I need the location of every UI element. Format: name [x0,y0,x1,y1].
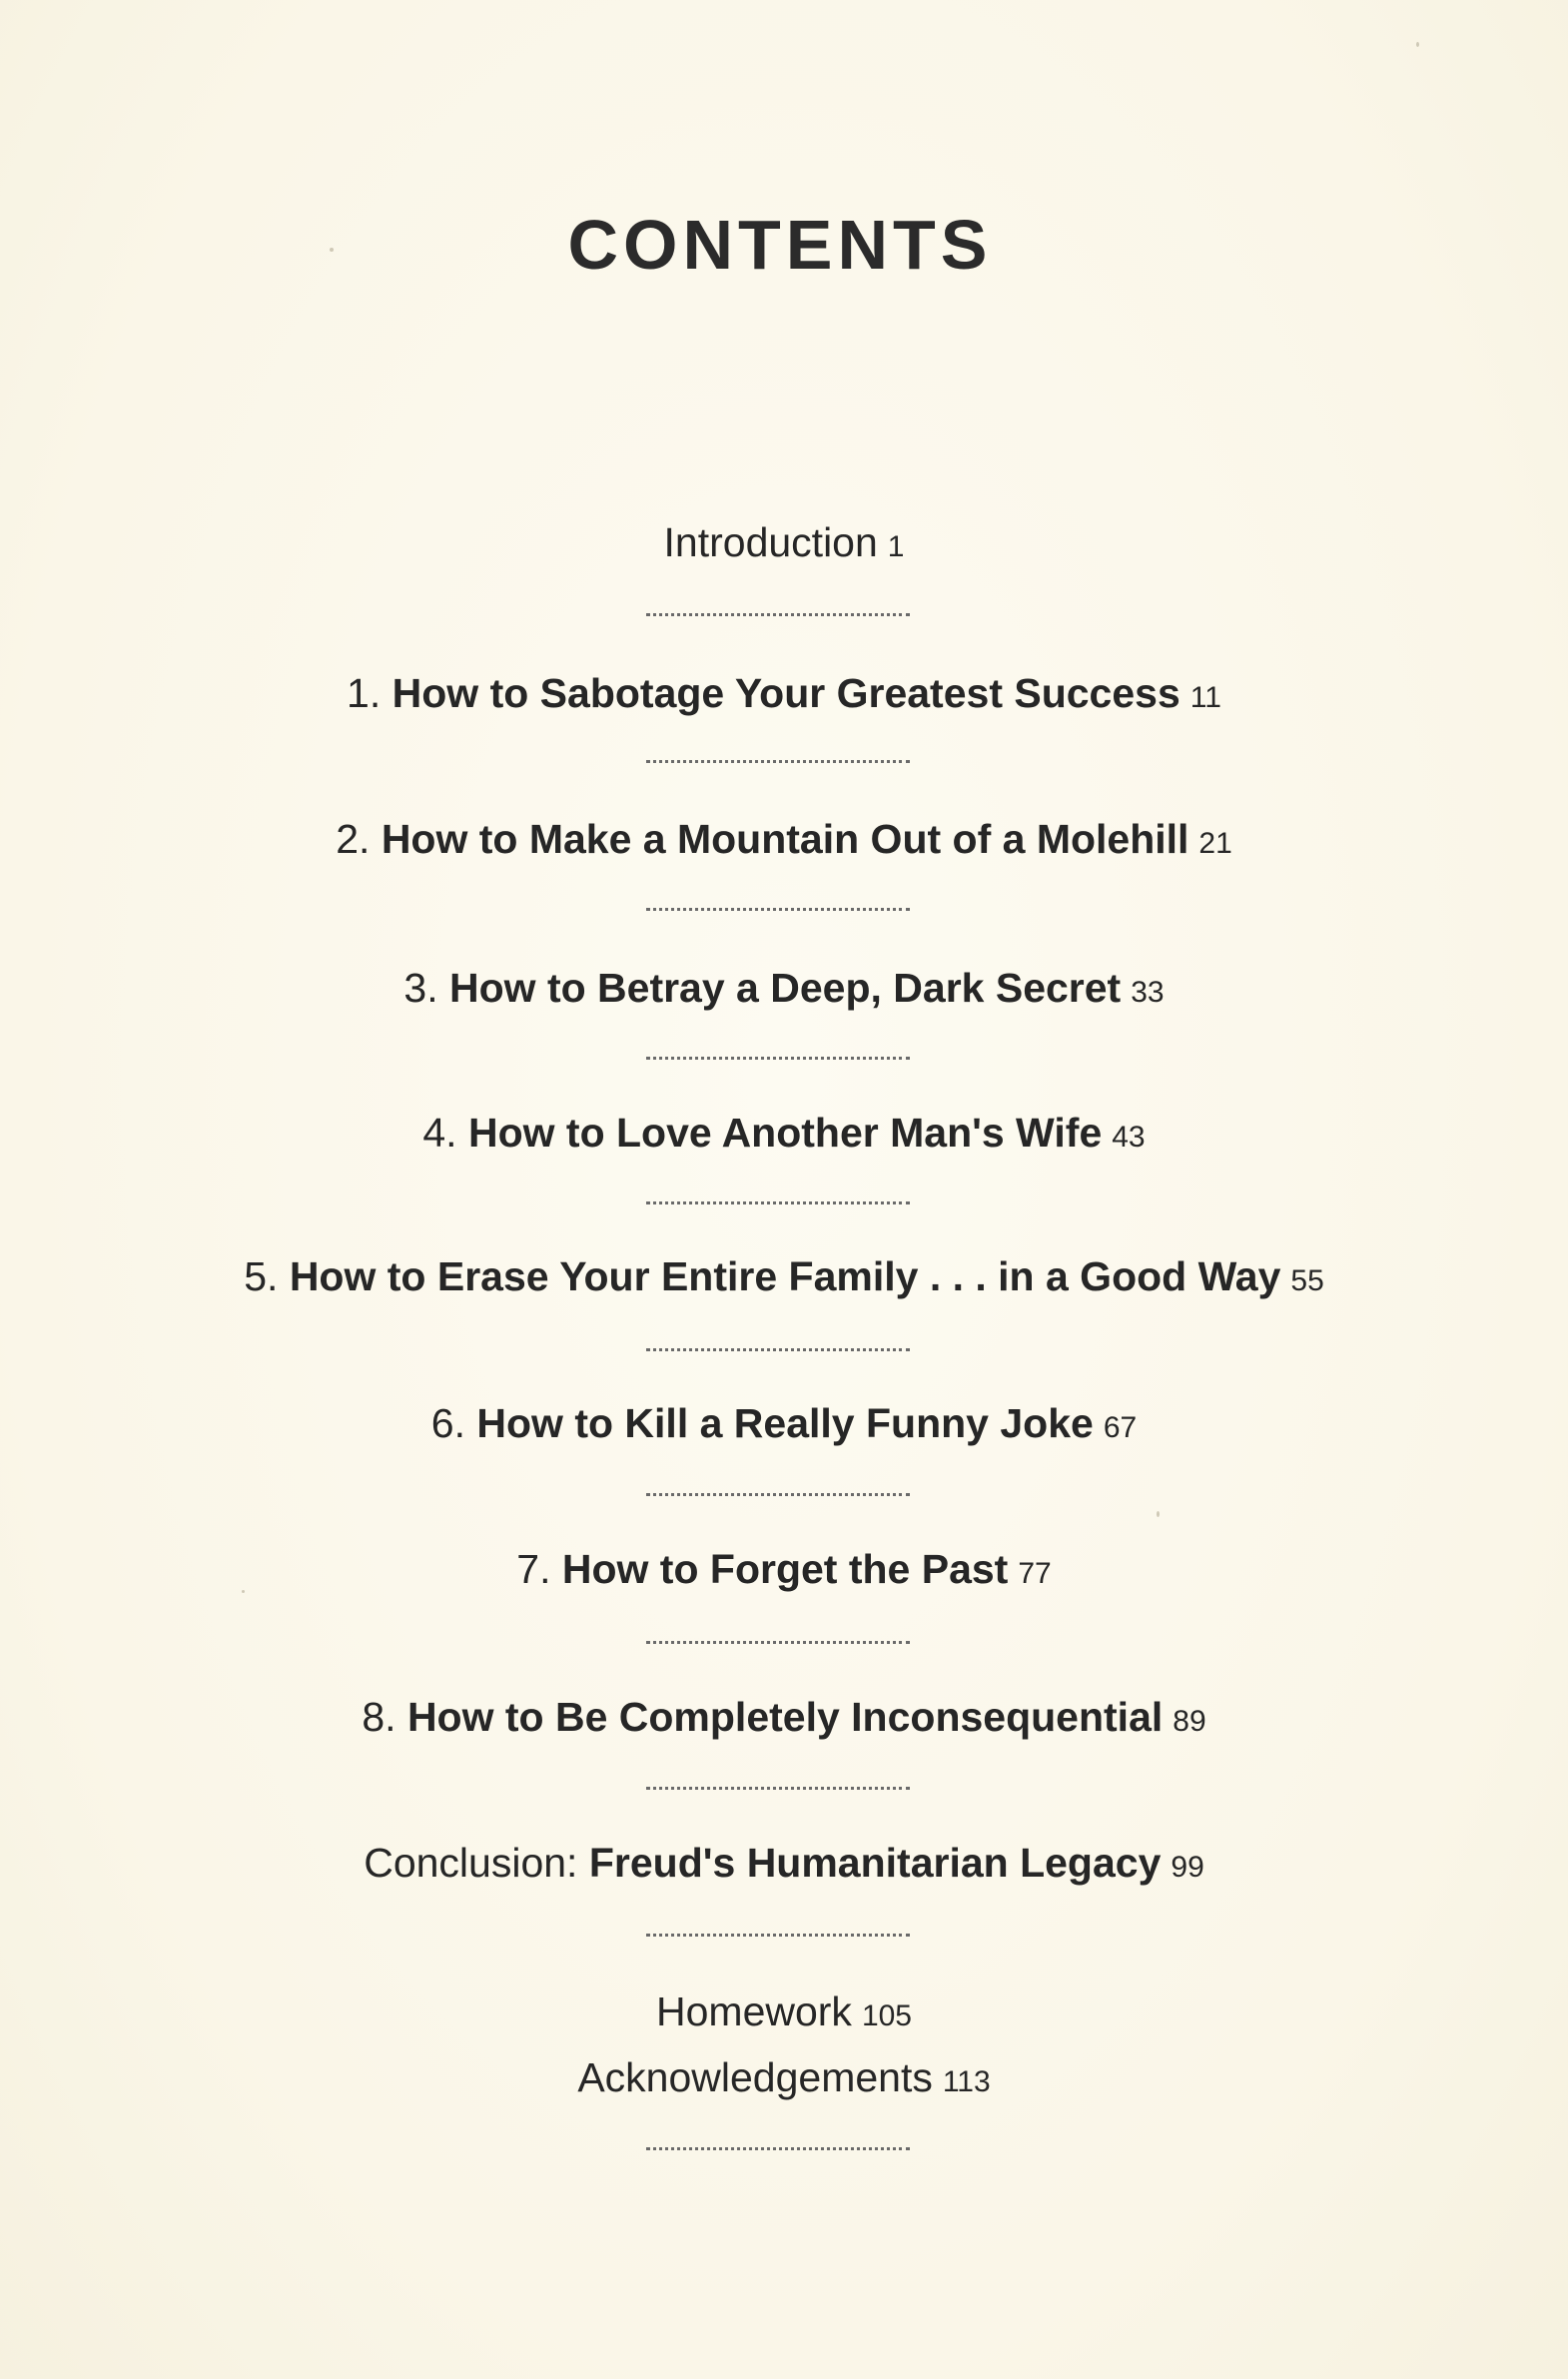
entry-prefix: Acknowledgements [577,2054,933,2100]
paper-speck [330,248,334,252]
toc-entry-chapter-8 [0,1692,1568,1747]
entry-title: How to Forget the Past [561,1546,1009,1592]
paper-speck [1416,42,1419,47]
toc-entry-chapter-7 [0,1544,1568,1599]
toc-entry-chapter-3 [0,963,1568,1018]
entry-page-number: 99 [1171,1851,1204,1884]
entry-title: How to Sabotage Your Greatest Success [392,670,1180,716]
toc-entry-acknowledgements [0,2052,1568,2107]
entry-page-number: 105 [861,1999,912,2032]
entry-prefix: Introduction [663,519,878,565]
entry-page-number: 55 [1290,1264,1324,1297]
entry-prefix: Conclusion: [364,1840,578,1886]
toc-entry-conclusion [0,1838,1568,1893]
entry-page-number: 1 [887,530,905,563]
toc-entry-chapter-6 [0,1398,1568,1453]
entry-title: How to Betray a Deep, Dark Secret [449,965,1122,1011]
paper-speck [242,1590,245,1593]
entry-page-number: 43 [1112,1121,1146,1154]
entry-prefix: 3. [403,965,438,1011]
entry-prefix: 6. [430,1400,465,1446]
entry-page-number: 11 [1189,681,1221,714]
entry-title: Freud's Humanitarian Legacy [588,1840,1162,1886]
entry-title: How to Make a Mountain Out of a Molehill [381,816,1189,862]
entry-title: How to Erase Your Entire Family . . . in a Good Way [289,1253,1281,1299]
toc-entry-chapter-2 [0,814,1568,869]
entry-prefix: 5. [244,1253,279,1299]
dotted-separator [646,1348,910,1351]
dotted-separator [646,1787,910,1790]
entry-prefix: 1. [347,670,382,716]
dotted-separator [646,1201,910,1204]
entry-prefix: 8. [362,1694,396,1740]
entry-title: How to Be Completely Inconsequential [406,1694,1164,1740]
dotted-separator [646,760,910,763]
entry-title: How to Love Another Man's Wife [467,1110,1103,1156]
entry-page-number: 77 [1018,1557,1052,1590]
dotted-separator [646,1641,910,1644]
dotted-separator [646,1934,910,1937]
entry-prefix: 2. [336,816,371,862]
entry-prefix: Homework [656,1988,852,2034]
toc-entry-chapter-4 [0,1108,1568,1163]
toc-entry-introduction [0,517,1568,572]
paper-speck [1157,1511,1160,1517]
entry-prefix: 4. [422,1110,457,1156]
dotted-separator [646,613,910,616]
entry-page-number: 33 [1131,976,1165,1009]
entry-title: How to Kill a Really Funny Joke [476,1400,1094,1446]
toc-entry-chapter-5 [0,1251,1568,1306]
entry-page-number: 67 [1103,1411,1138,1444]
toc-entry-chapter-1 [0,668,1568,723]
toc-entry-homework [0,1986,1568,2041]
entry-page-number: 21 [1198,827,1232,860]
dotted-separator [646,2147,910,2150]
dotted-separator [646,1057,910,1060]
dotted-separator [646,908,910,911]
entry-page-number: 89 [1173,1705,1206,1738]
entry-prefix: 7. [516,1546,551,1592]
dotted-separator [646,1493,910,1496]
entry-page-number: 113 [942,2065,991,2098]
page-title: CONTENTS [567,206,993,284]
